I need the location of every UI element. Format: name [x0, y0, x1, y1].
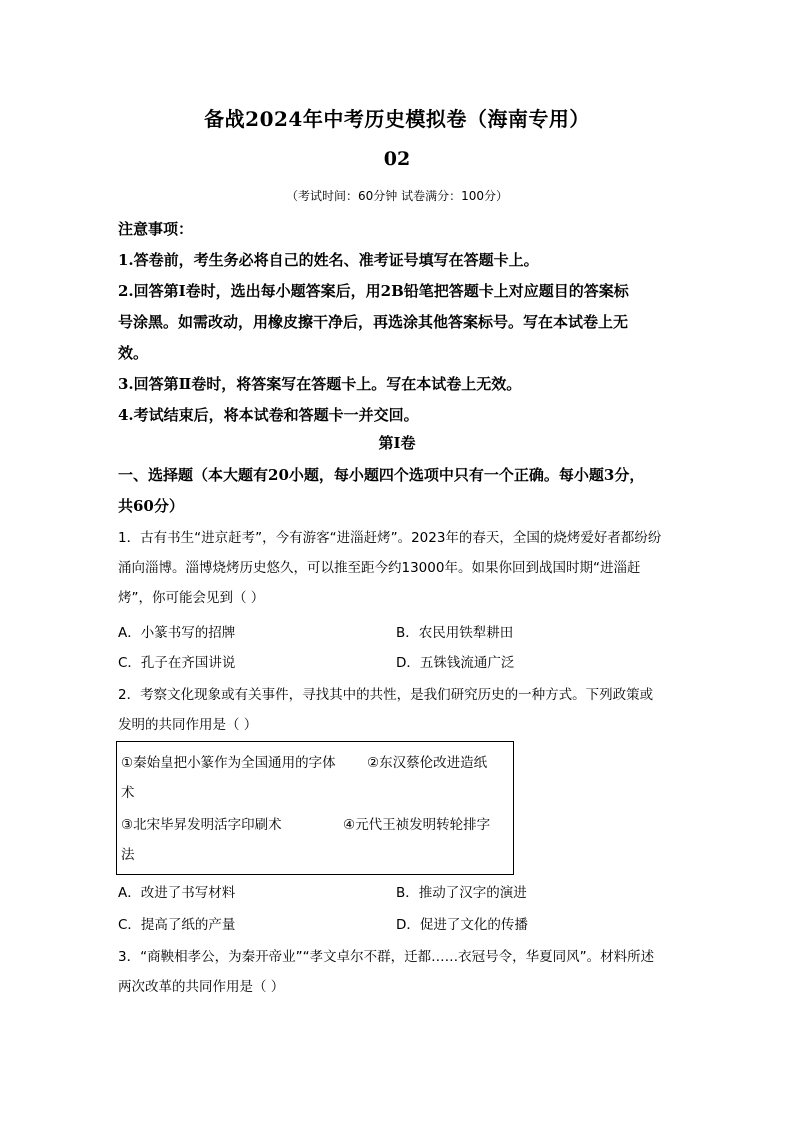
question-line: 发明的共同作用是（ ）: [118, 717, 258, 733]
notes-item: 3.回答第Ⅱ卷时，将答案写在答题卡上。写在本试卷上无效。: [118, 375, 522, 393]
section-heading-line: 共60分）: [118, 497, 184, 515]
notes-item: 1.答卷前，考生务必将自己的姓名、准考证号填写在答题卡上。: [118, 251, 539, 269]
material-item-3: ③北宋毕昇发明活字印刷术: [121, 817, 282, 833]
section-heading: [118, 460, 683, 522]
option-b[interactable]: B．推动了汉字的演进: [396, 885, 527, 901]
option-a[interactable]: A．小篆书写的招牌: [118, 625, 236, 641]
options-row: [118, 878, 678, 908]
material-item-1: ①秦始皇把小篆作为全国通用的字体: [121, 755, 336, 771]
option-c[interactable]: C．提高了纸的产量: [118, 917, 236, 933]
question-line: 两次改革的共同作用是（ ）: [118, 979, 285, 995]
option-b[interactable]: B．农民用铁犁耕田: [396, 625, 514, 641]
part-label: 第Ⅰ卷: [378, 434, 416, 452]
notes-item: 4.考试结束后，将本试卷和答题卡一并交回。: [118, 406, 419, 424]
notes-item: 2.回答第Ⅰ卷时，选出每小题答案后，用2B铅笔把答题卡上对应题目的答案标: [118, 282, 629, 300]
notes-item: 效。: [118, 344, 149, 362]
options-row: [118, 648, 678, 678]
question-line: 2．考察文化现象或有关事件，寻找其中的共性，是我们研究历史的一种方式。下列政策或: [118, 687, 654, 703]
page-title: 备战2024年中考历史模拟卷（海南专用）: [204, 107, 590, 131]
paper-number: 02: [383, 148, 411, 170]
notes-heading: 注意事项：: [118, 220, 194, 238]
material-box: [116, 741, 514, 875]
question-3: [118, 942, 683, 1002]
question-line: 涌向淄博。淄博烧烤历史悠久，可以推至距今约13000年。如果你回到战国时期“进淄赶: [118, 560, 641, 576]
option-c[interactable]: C．孔子在齐国讲说: [118, 655, 236, 671]
options-row: [118, 618, 678, 648]
question-line: 烤”，你可能会见到（ ）: [118, 590, 265, 606]
question-line: 1．古有书生“进京赶考”，今有游客“进淄赶烤”。2023年的春天，全国的烧烤爱好者都纷纷: [118, 530, 662, 546]
question-1: [118, 523, 683, 613]
question-line: 3．“商鞅相孝公，为秦开帝业”“孝文卓尔不群，迁都……衣冠号令，华夏同风”。材料所述: [118, 949, 655, 965]
section-heading-line: 一、选择题（本大题有20小题，每小题四个选项中只有一个正确。每小题3分，: [118, 466, 645, 484]
notes-item: 号涂黑。如需改动，用橡皮擦干净后，再选涂其他答案标号。写在本试卷上无: [118, 313, 629, 331]
option-d[interactable]: D．五铢钱流通广泛: [396, 655, 515, 671]
options-row: [118, 910, 678, 940]
material-item-4-cont: 法: [121, 847, 135, 863]
material-item-2-cont: 术: [121, 785, 135, 801]
material-item-4: ④元代王祯发明转轮排字: [343, 817, 491, 833]
option-a[interactable]: A．改进了书写材料: [118, 885, 236, 901]
exam-meta: （考试时间：60分钟 试卷满分：100分）: [286, 189, 508, 203]
material-item-2: ②东汉蔡伦改进造纸: [367, 755, 488, 771]
question-2: [118, 680, 683, 740]
option-d[interactable]: D．促进了文化的传播: [396, 917, 528, 933]
notes-section: [118, 214, 688, 431]
